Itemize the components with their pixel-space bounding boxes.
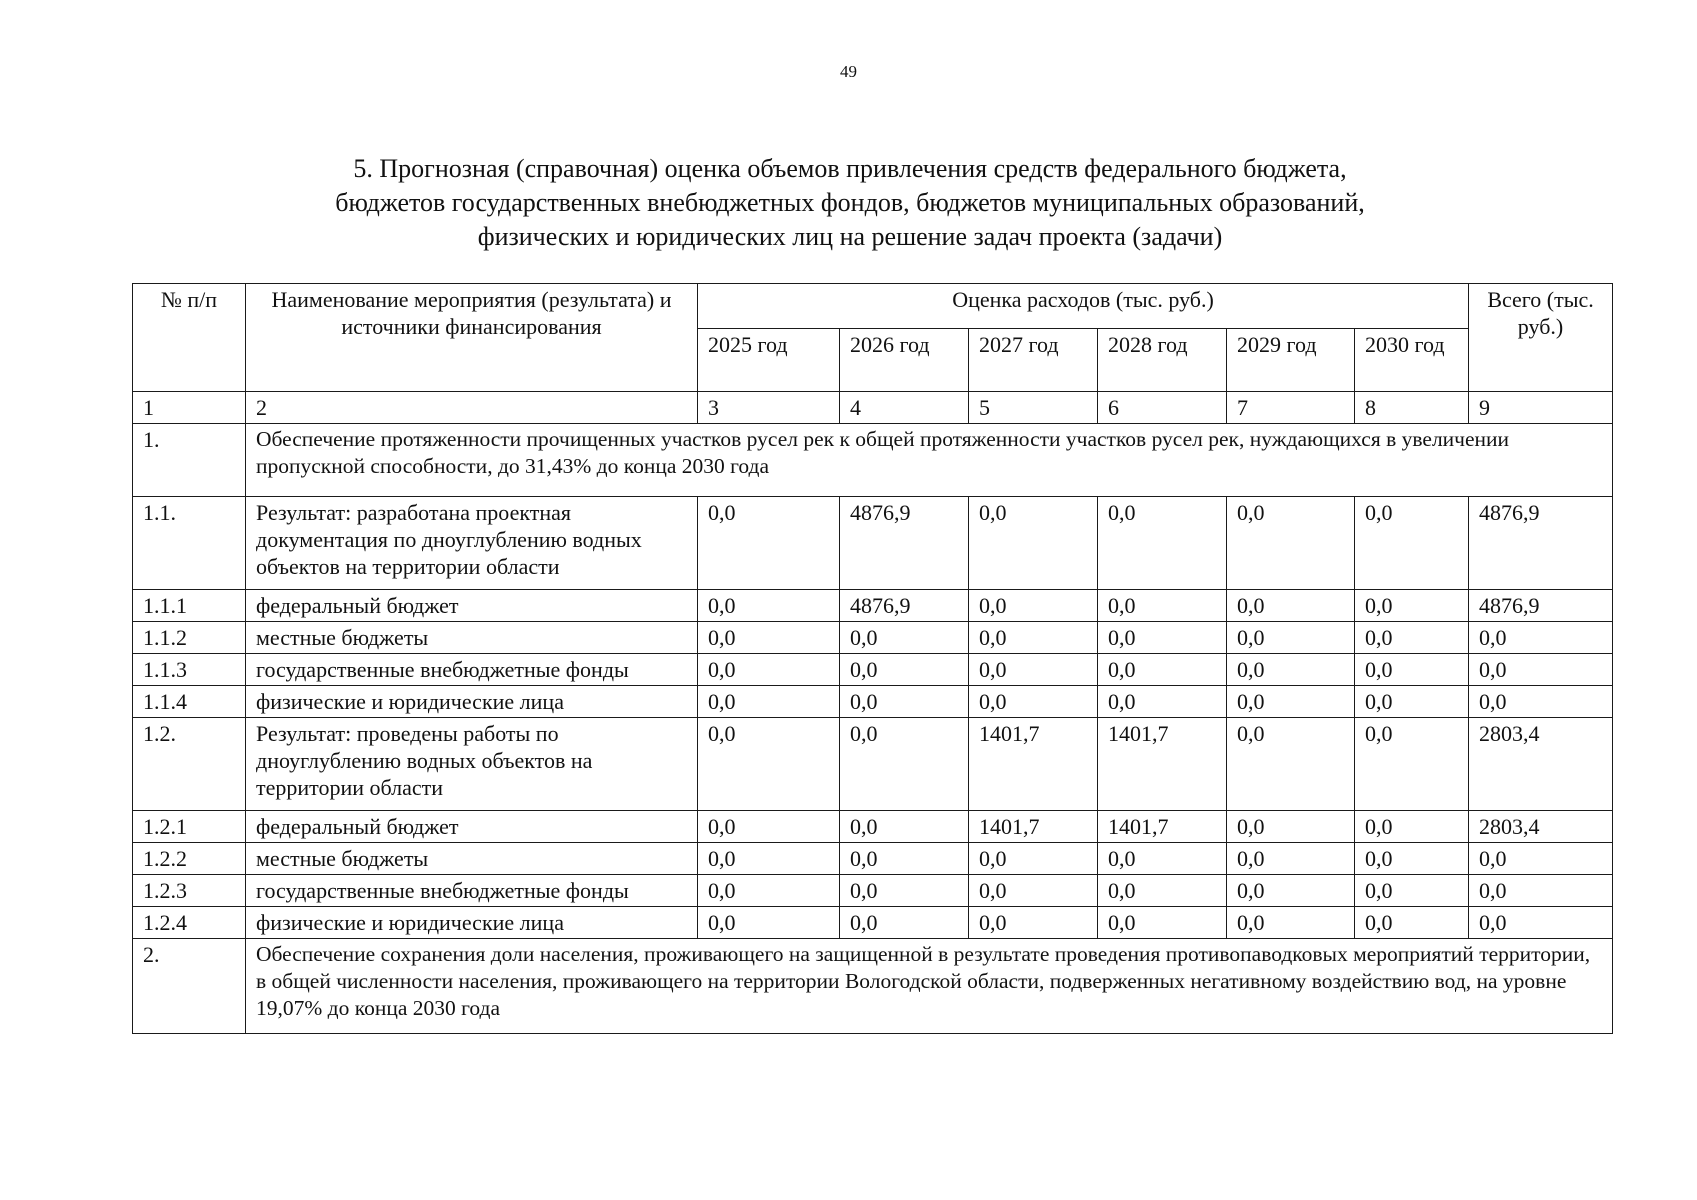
value-cell: 0,0	[1355, 686, 1469, 718]
value-cell: 0,0	[1355, 497, 1469, 590]
value-cell: 0,0	[1355, 875, 1469, 907]
result-row	[133, 718, 1613, 811]
value-cell: 0,0	[698, 622, 840, 654]
total-cell: 0,0	[1469, 875, 1613, 907]
row-number: 1.1.4	[133, 686, 246, 718]
value-cell: 0,0	[969, 875, 1098, 907]
task-row	[133, 424, 1613, 497]
value-cell: 1401,7	[1098, 718, 1227, 811]
header-name: Наименование мероприятия (результата) и источники финансирования	[246, 284, 698, 392]
source-name: физические и юридические лица	[246, 686, 698, 718]
value-cell: 0,0	[969, 907, 1098, 939]
value-cell: 0,0	[840, 843, 969, 875]
source-name: федеральный бюджет	[246, 811, 698, 843]
column-number: 3	[698, 392, 840, 424]
total-cell: 0,0	[1469, 654, 1613, 686]
total-cell: 4876,9	[1469, 497, 1613, 590]
value-cell: 0,0	[1227, 622, 1355, 654]
source-row	[133, 843, 1613, 875]
task-description: Обеспечение сохранения доли населения, проживающего на защищенной в результате проведения противопаводковых мероприятий территории, в общей численности населения, проживающего на территории Вологодской области, подверженных негативному воздействию вод, на уровне 19,07% до конца 2030 года	[246, 939, 1613, 1034]
row-number: 2.	[133, 939, 246, 1034]
source-row	[133, 811, 1613, 843]
source-name: физические и юридические лица	[246, 907, 698, 939]
task-description: Обеспечение протяженности прочищенных участков русел рек к общей протяженности участков русел рек, нуждающихся в увеличении пропускной способности, до 31,43% до конца 2030 года	[246, 424, 1613, 497]
column-number: 2	[246, 392, 698, 424]
total-cell: 2803,4	[1469, 718, 1613, 811]
value-cell: 0,0	[698, 907, 840, 939]
column-number: 9	[1469, 392, 1613, 424]
value-cell: 0,0	[969, 686, 1098, 718]
value-cell: 0,0	[840, 907, 969, 939]
row-number: 1.2.1	[133, 811, 246, 843]
value-cell: 1401,7	[969, 718, 1098, 811]
row-number: 1.1.	[133, 497, 246, 590]
total-cell: 0,0	[1469, 622, 1613, 654]
column-number: 4	[840, 392, 969, 424]
value-cell: 0,0	[840, 718, 969, 811]
value-cell: 0,0	[1355, 654, 1469, 686]
value-cell: 0,0	[698, 843, 840, 875]
task-row	[133, 939, 1613, 1034]
title-line: физических и юридических лиц на решение задач проекта (задачи)	[477, 222, 1223, 251]
value-cell: 0,0	[840, 654, 969, 686]
column-numbers-row	[133, 392, 1613, 424]
value-cell: 0,0	[969, 843, 1098, 875]
header-total: Всего (тыс. руб.)	[1469, 284, 1613, 392]
value-cell: 0,0	[1098, 843, 1227, 875]
source-name: государственные внебюджетные фонды	[246, 654, 698, 686]
value-cell: 0,0	[1227, 875, 1355, 907]
value-cell: 0,0	[698, 497, 840, 590]
source-row	[133, 686, 1613, 718]
page-number: 49	[840, 62, 857, 81]
value-cell: 0,0	[1227, 811, 1355, 843]
result-name: Результат: проведены работы по дноуглублению водных объектов на территории области	[246, 718, 698, 811]
header-year: 2026 год	[840, 329, 969, 392]
value-cell: 0,0	[698, 875, 840, 907]
value-cell: 0,0	[1355, 590, 1469, 622]
value-cell: 0,0	[840, 811, 969, 843]
value-cell: 0,0	[969, 654, 1098, 686]
row-number: 1.1.1	[133, 590, 246, 622]
row-number: 1.	[133, 424, 246, 497]
row-number: 1.1.3	[133, 654, 246, 686]
header-year: 2030 год	[1355, 329, 1469, 392]
value-cell: 0,0	[1098, 622, 1227, 654]
source-row	[133, 907, 1613, 939]
value-cell: 0,0	[698, 654, 840, 686]
title-line: бюджетов государственных внебюджетных фондов, бюджетов муниципальных образований,	[335, 188, 1365, 217]
value-cell: 0,0	[698, 590, 840, 622]
source-row	[133, 654, 1613, 686]
value-cell: 0,0	[1227, 843, 1355, 875]
result-row	[133, 497, 1613, 590]
row-number: 1.2.2	[133, 843, 246, 875]
result-name: Результат: разработана проектная документация по дноуглублению водных объектов на территории области	[246, 497, 698, 590]
funding-table	[132, 283, 1613, 1034]
header-year: 2025 год	[698, 329, 840, 392]
row-number: 1.1.2	[133, 622, 246, 654]
column-number: 7	[1227, 392, 1355, 424]
value-cell: 4876,9	[840, 497, 969, 590]
value-cell: 0,0	[840, 686, 969, 718]
source-name: местные бюджеты	[246, 843, 698, 875]
total-cell: 0,0	[1469, 843, 1613, 875]
value-cell: 0,0	[1227, 718, 1355, 811]
row-number: 1.2.	[133, 718, 246, 811]
value-cell: 0,0	[969, 497, 1098, 590]
value-cell: 4876,9	[840, 590, 969, 622]
value-cell: 0,0	[1355, 718, 1469, 811]
column-number: 8	[1355, 392, 1469, 424]
row-number: 1.2.4	[133, 907, 246, 939]
value-cell: 0,0	[1098, 590, 1227, 622]
header-estimate: Оценка расходов (тыс. руб.)	[698, 284, 1469, 329]
header-num: № п/п	[133, 284, 246, 392]
value-cell: 0,0	[698, 718, 840, 811]
value-cell: 0,0	[1355, 907, 1469, 939]
total-cell: 0,0	[1469, 686, 1613, 718]
title-line: 5. Прогнозная (справочная) оценка объемов привлечения средств федерального бюджета,	[353, 154, 1347, 183]
column-number: 6	[1098, 392, 1227, 424]
source-name: государственные внебюджетные фонды	[246, 875, 698, 907]
value-cell: 0,0	[1227, 497, 1355, 590]
value-cell: 0,0	[1227, 654, 1355, 686]
total-cell: 4876,9	[1469, 590, 1613, 622]
value-cell: 1401,7	[969, 811, 1098, 843]
value-cell: 0,0	[1098, 686, 1227, 718]
source-row	[133, 875, 1613, 907]
value-cell: 0,0	[1227, 686, 1355, 718]
table-title	[150, 152, 1550, 254]
value-cell: 0,0	[1227, 907, 1355, 939]
value-cell: 0,0	[698, 811, 840, 843]
total-cell: 0,0	[1469, 907, 1613, 939]
header-year: 2028 год	[1098, 329, 1227, 392]
total-cell: 2803,4	[1469, 811, 1613, 843]
source-name: местные бюджеты	[246, 622, 698, 654]
value-cell: 0,0	[1098, 497, 1227, 590]
value-cell: 0,0	[1355, 843, 1469, 875]
value-cell: 0,0	[1227, 590, 1355, 622]
value-cell: 0,0	[1098, 875, 1227, 907]
value-cell: 0,0	[1098, 654, 1227, 686]
header-year: 2029 год	[1227, 329, 1355, 392]
source-name: федеральный бюджет	[246, 590, 698, 622]
value-cell: 0,0	[840, 875, 969, 907]
value-cell: 0,0	[969, 622, 1098, 654]
column-number: 5	[969, 392, 1098, 424]
source-row	[133, 590, 1613, 622]
value-cell: 0,0	[698, 686, 840, 718]
value-cell: 0,0	[1098, 907, 1227, 939]
column-number: 1	[133, 392, 246, 424]
value-cell: 1401,7	[1098, 811, 1227, 843]
source-row	[133, 622, 1613, 654]
value-cell: 0,0	[840, 622, 969, 654]
row-number: 1.2.3	[133, 875, 246, 907]
value-cell: 0,0	[1355, 811, 1469, 843]
header-year: 2027 год	[969, 329, 1098, 392]
value-cell: 0,0	[1355, 622, 1469, 654]
value-cell: 0,0	[969, 590, 1098, 622]
